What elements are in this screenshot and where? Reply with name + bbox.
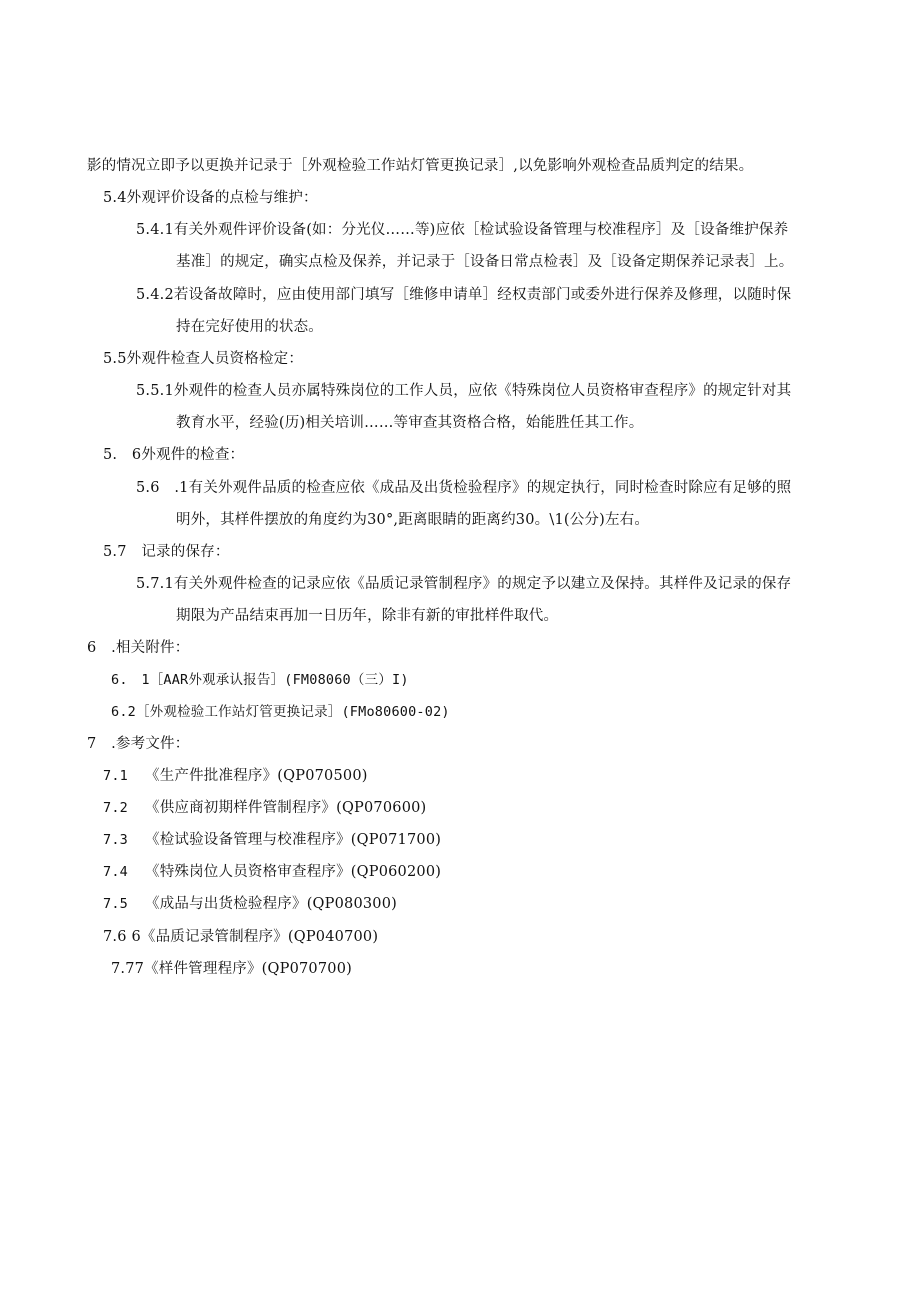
reference-item-7-6: 7.6 6《品质记录管制程序》(QP040700) xyxy=(103,929,379,945)
clause-5-6-1-line-1: 5.6 .1有关外观件品质的检查应依《成品及出货检验程序》的规定执行，同时检查时除应有足够的照 xyxy=(136,480,792,496)
clause-5-4-1-line-2: 基准］的规定，确实点检及保养，并记录于［设备日常点检表］及［设备定期保养记录表］上。 xyxy=(176,254,794,270)
reference-number: 7.3 xyxy=(103,832,128,848)
clause-5-5-1-line-1: 5.5.1外观件的检查人员亦属特殊岗位的工作人员，应依《特殊岗位人员资格审查程序》的规定针对其 xyxy=(136,383,792,399)
reference-item xyxy=(103,862,441,882)
reference-title: 《成品与出货检验程序》(QP080300) xyxy=(145,896,398,912)
section-6-heading: 6 .相关附件： xyxy=(87,640,190,656)
reference-number: 7.5 xyxy=(103,896,128,912)
attachment-6-1: 6. 1［AAR外观承认报告］(FM08060（三）I) xyxy=(111,672,409,688)
reference-number: 7.1 xyxy=(103,768,128,784)
reference-item-7-7: 7.77《样件管理程序》(QP070700) xyxy=(111,961,352,977)
clause-5-4-1-line-1: 5.4.1有关外观件评价设备(如：分光仪……等)应依［检试验设备管理与校准程序］及［设备维护保养 xyxy=(136,222,789,238)
reference-item xyxy=(103,798,426,818)
attachment-6-2: 6.2［外观检验工作站灯管更换记录］(FMo80600-02) xyxy=(111,704,450,720)
clause-5-7-1-line-1: 5.7.1有关外观件检查的记录应依《品质记录管制程序》的规定予以建立及保持。其样件及记录的保存 xyxy=(136,576,792,592)
clause-5-6-1-line-2: 明外，其样件摆放的角度约为30°,距离眼睛的距离约30。\1(公分)左右。 xyxy=(176,512,650,528)
section-5-5-heading: 5.5外观件检查人员资格检定： xyxy=(103,351,304,367)
section-5-6-heading: 5. 6外观件的检查： xyxy=(103,447,245,463)
reference-title: 《供应商初期样件管制程序》(QP070600) xyxy=(145,800,427,816)
reference-number: 7.4 xyxy=(103,864,128,880)
clause-5-7-1-line-2: 期限为产品结束再加一日历年，除非有新的审批样件取代。 xyxy=(176,608,559,624)
reference-title: 《检试验设备管理与校准程序》(QP071700) xyxy=(145,832,442,848)
reference-title: 《特殊岗位人员资格审查程序》(QP060200) xyxy=(145,864,442,880)
clause-5-4-2-line-2: 持在完好使用的状态。 xyxy=(176,319,323,335)
section-5-4-heading: 5.4外观评价设备的点检与维护： xyxy=(103,190,318,206)
section-5-7-heading: 5.7 记录的保存： xyxy=(103,544,230,560)
clause-5-5-1-line-2: 教育水平，经验(历)相关培训……等审查其资格合格，始能胜任其工作。 xyxy=(176,415,644,431)
reference-item xyxy=(103,894,397,914)
reference-item xyxy=(103,766,368,786)
paragraph-continuation: 影的情况立即予以更换并记录于［外观检验工作站灯管更换记录］,以免影响外观检查品质判定的结果。 xyxy=(87,158,754,174)
section-7-heading: 7 .参考文件： xyxy=(87,736,190,752)
reference-number: 7.2 xyxy=(103,800,128,816)
reference-title: 《生产件批准程序》(QP070500) xyxy=(145,768,368,784)
clause-5-4-2-line-1: 5.4.2若设备故障时，应由使用部门填写［维修申请单］经权责部门或委外进行保养及修理，以随时保 xyxy=(136,287,792,303)
reference-item xyxy=(103,830,441,850)
